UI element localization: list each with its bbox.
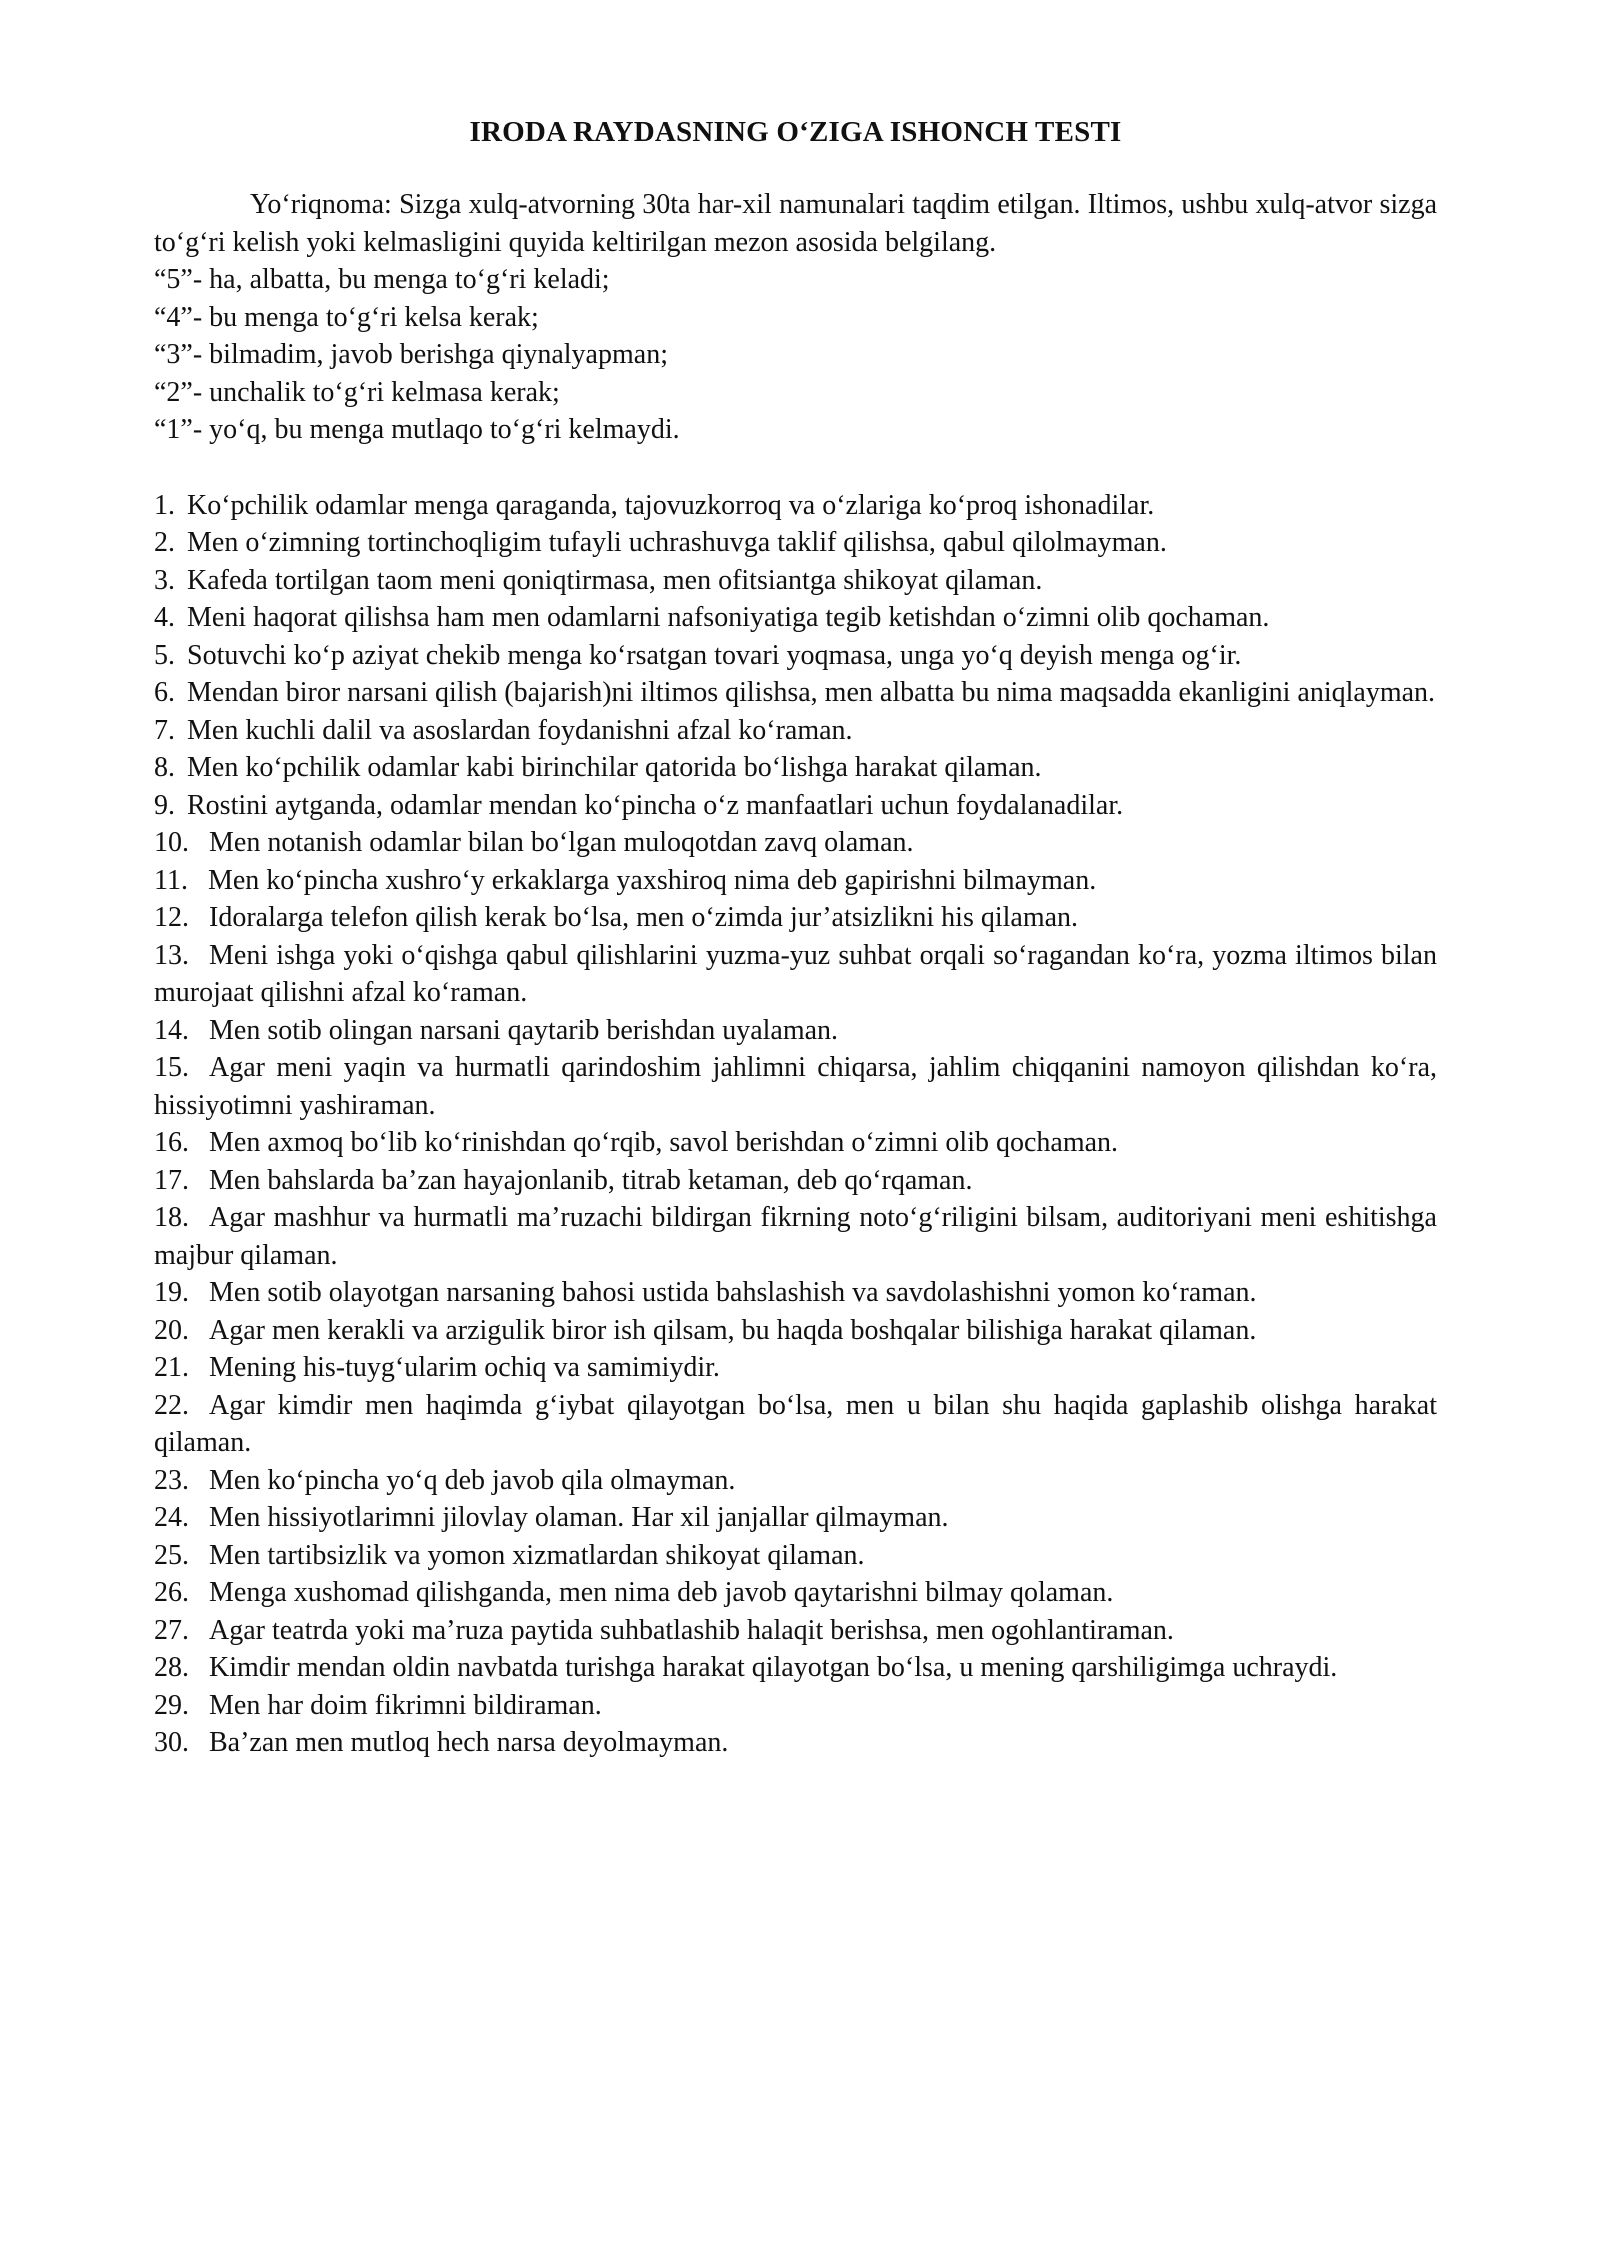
- question-list: [154, 487, 1437, 1762]
- question-item: [154, 1537, 1437, 1575]
- question-item: [154, 1312, 1437, 1350]
- question-item: [154, 1724, 1437, 1762]
- question-item: [154, 862, 1437, 900]
- question-item: [154, 1462, 1437, 1500]
- question-number: 28.: [154, 1652, 189, 1683]
- question-text: Men ko‘pchilik odamlar kabi birinchilar qatorida bo‘lishga harakat qilaman.: [187, 752, 1042, 783]
- scale-item-4: “4”- bu menga to‘g‘ri kelsa kerak;: [154, 301, 539, 333]
- question-number: 29.: [154, 1689, 189, 1721]
- question-item: [154, 562, 1437, 600]
- question-item: [154, 1687, 1437, 1725]
- question-number: 14.: [154, 1014, 189, 1046]
- question-text: Men tartibsizlik va yomon xizmatlardan shikoyat qilaman.: [209, 1539, 865, 1571]
- question-number: 12.: [154, 902, 189, 933]
- question-item: [154, 1049, 1437, 1124]
- scale-item-1: “1”- yo‘q, bu menga mutlaqo to‘g‘ri kelmaydi.: [154, 414, 680, 445]
- question-number: 16.: [154, 1127, 189, 1158]
- question-item: [154, 1162, 1437, 1200]
- question-text: Men ko‘pincha yo‘q deb javob qila olmayman.: [209, 1464, 736, 1496]
- question-text: Men o‘zimning tortinchoqligim tufayli uchrashuvga taklif qilishsa, qabul qilolmayman.: [187, 527, 1167, 558]
- question-number: 26.: [154, 1577, 189, 1608]
- question-number: 7.: [154, 714, 175, 746]
- question-text: Men hissiyotlarimni jilovlay olaman. Har xil janjallar qilmayman.: [209, 1502, 949, 1533]
- question-number: 23.: [154, 1464, 189, 1496]
- scale-item-5: “5”- ha, albatta, bu menga to‘g‘ri keladi;: [154, 264, 610, 295]
- question-item: [154, 1499, 1437, 1537]
- question-text: Men har doim fikrimni bildiraman.: [209, 1689, 602, 1721]
- question-text: Menga xushomad qilishganda, men nima deb javob qaytarishni bilmay qolaman.: [209, 1577, 1114, 1608]
- question-text: Rostini aytganda, odamlar mendan ko‘pincha o‘z manfaatlari uchun foydalanadilar.: [187, 789, 1124, 821]
- question-text: Mening his-tuyg‘ularim ochiq va samimiydir.: [209, 1352, 720, 1383]
- question-item: [154, 1274, 1437, 1312]
- question-item: [154, 1199, 1437, 1274]
- question-item: [154, 1012, 1437, 1050]
- question-number: 19.: [154, 1277, 189, 1308]
- question-text: Meni haqorat qilishsa ham men odamlarni nafsoniyatiga tegib ketishdan o‘zimni olib qochaman.: [187, 602, 1270, 633]
- question-number: 6.: [154, 677, 175, 708]
- question-number: 18.: [154, 1202, 189, 1233]
- question-item: [154, 637, 1437, 675]
- scale-item-2: “2”- unchalik to‘g‘ri kelmasa kerak;: [154, 376, 560, 408]
- question-text: Kafeda tortilgan taom meni qoniqtirmasa, men ofitsiantga shikoyat qilaman.: [187, 564, 1043, 596]
- question-text: Men sotib olingan narsani qaytarib berishdan uyalaman.: [209, 1014, 839, 1046]
- question-number: 4.: [154, 602, 175, 633]
- question-item: [154, 1649, 1437, 1687]
- question-text: Meni ishga yoki o‘qishga qabul qilishlarini yuzma-yuz suhbat orqali so‘ragandan ko‘ra, yozma iltimos bilan murojaat qilishni afzal ko‘raman.: [154, 939, 1437, 1008]
- question-number: 2.: [154, 527, 175, 558]
- question-item: [154, 524, 1437, 562]
- question-text: Men sotib olayotgan narsaning bahosi ustida bahslashish va savdolashishni yomon ko‘raman.: [209, 1277, 1257, 1308]
- question-text: Mendan biror narsani qilish (bajarish)ni iltimos qilishsa, men albatta bu nima maqsadda ekanligini aniqlayman.: [187, 677, 1436, 708]
- question-item: [154, 824, 1437, 862]
- question-text: Agar meni yaqin va hurmatli qarindoshim jahlimni chiqarsa, jahlim chiqqanini namoyon qilishdan ko‘ra, hissiyotimni yashiraman.: [154, 1052, 1437, 1121]
- question-item: [154, 937, 1437, 1012]
- question-item: [154, 787, 1437, 825]
- rating-scale: [154, 261, 1437, 449]
- question-number: 24.: [154, 1502, 189, 1533]
- question-item: [154, 899, 1437, 937]
- spacer: [154, 449, 1437, 487]
- question-item: [154, 749, 1437, 787]
- question-item: [154, 674, 1437, 712]
- question-text: Men bahslarda ba’zan hayajonlanib, titrab ketaman, deb qo‘rqaman.: [209, 1164, 973, 1196]
- question-text: Men axmoq bo‘lib ko‘rinishdan qo‘rqib, savol berishdan o‘zimni olib qochaman.: [209, 1127, 1119, 1158]
- question-text: Men notanish odamlar bilan bo‘lgan muloqotdan zavq olaman.: [209, 827, 914, 858]
- question-item: [154, 1349, 1437, 1387]
- question-number: 3.: [154, 564, 175, 596]
- question-text: Ba’zan men mutloq hech narsa deyolmayman.: [209, 1727, 729, 1758]
- document-title: IRODA RAYDASNING O‘ZIGA ISHONCH TESTI: [469, 116, 1122, 148]
- question-text: Ko‘pchilik odamlar menga qaraganda, tajovuzkorroq va o‘zlariga ko‘proq ishonadilar.: [187, 489, 1155, 521]
- question-text: Agar men kerakli va arzigulik biror ish qilsam, bu haqda boshqalar bilishiga harakat qilaman.: [209, 1314, 1257, 1346]
- question-item: [154, 1124, 1437, 1162]
- question-text: Idoralarga telefon qilish kerak bo‘lsa, men o‘zimda jur’atsizlikni his qilaman.: [209, 902, 1079, 933]
- question-text: Agar teatrda yoki ma’ruza paytida suhbatlashib halaqit berishsa, men ogohlantiraman.: [209, 1614, 1174, 1646]
- question-text: Kimdir mendan oldin navbatda turishga harakat qilayotgan bo‘lsa, u mening qarshiligimga uchraydi.: [209, 1652, 1338, 1683]
- question-text: Agar kimdir men haqimda g‘iybat qilayotgan bo‘lsa, men u bilan shu haqida gaplashib olishga harakat qilaman.: [154, 1389, 1437, 1458]
- question-number: 8.: [154, 752, 175, 783]
- question-text: Sotuvchi ko‘p aziyat chekib menga ko‘rsatgan tovari yoqmasa, unga yo‘q deyish menga og‘ir.: [187, 639, 1242, 671]
- question-number: 10.: [154, 827, 189, 858]
- question-item: [154, 712, 1437, 750]
- question-number: 9.: [154, 789, 175, 821]
- question-number: 13.: [154, 939, 189, 971]
- instruction-paragraph: Yo‘riqnoma: Sizga xulq-atvorning 30ta har-xil namunalari taqdim etilgan. Iltimos, ushbu xulq-atvor sizga to‘g‘ri kelish yoki kelmasligini quyida keltirilgan mezon asosida belgilang.: [154, 189, 1437, 258]
- question-number: 20.: [154, 1314, 189, 1346]
- question-number: 25.: [154, 1539, 189, 1571]
- question-item: [154, 599, 1437, 637]
- question-number: 11.: [154, 864, 188, 896]
- question-item: [154, 1387, 1437, 1462]
- question-number: 15.: [154, 1052, 189, 1083]
- question-number: 1.: [154, 489, 175, 521]
- question-item: [154, 487, 1437, 525]
- question-item: [154, 1574, 1437, 1612]
- question-number: 27.: [154, 1614, 189, 1646]
- question-number: 22.: [154, 1389, 189, 1421]
- question-number: 17.: [154, 1164, 189, 1196]
- question-number: 30.: [154, 1727, 189, 1758]
- scale-item-3: “3”- bilmadim, javob berishga qiynalyapman;: [154, 339, 668, 370]
- question-number: 21.: [154, 1352, 189, 1383]
- question-text: Agar mashhur va hurmatli ma’ruzachi bildirgan fikrning noto‘g‘riligini bilsam, auditoriyani meni eshitishga majbur qilaman.: [154, 1202, 1437, 1271]
- question-item: [154, 1612, 1437, 1650]
- question-text: Men ko‘pincha xushro‘y erkaklarga yaxshiroq nima deb gapirishni bilmayman.: [207, 864, 1097, 896]
- question-number: 5.: [154, 639, 175, 671]
- question-text: Men kuchli dalil va asoslardan foydanishni afzal ko‘raman.: [187, 714, 853, 746]
